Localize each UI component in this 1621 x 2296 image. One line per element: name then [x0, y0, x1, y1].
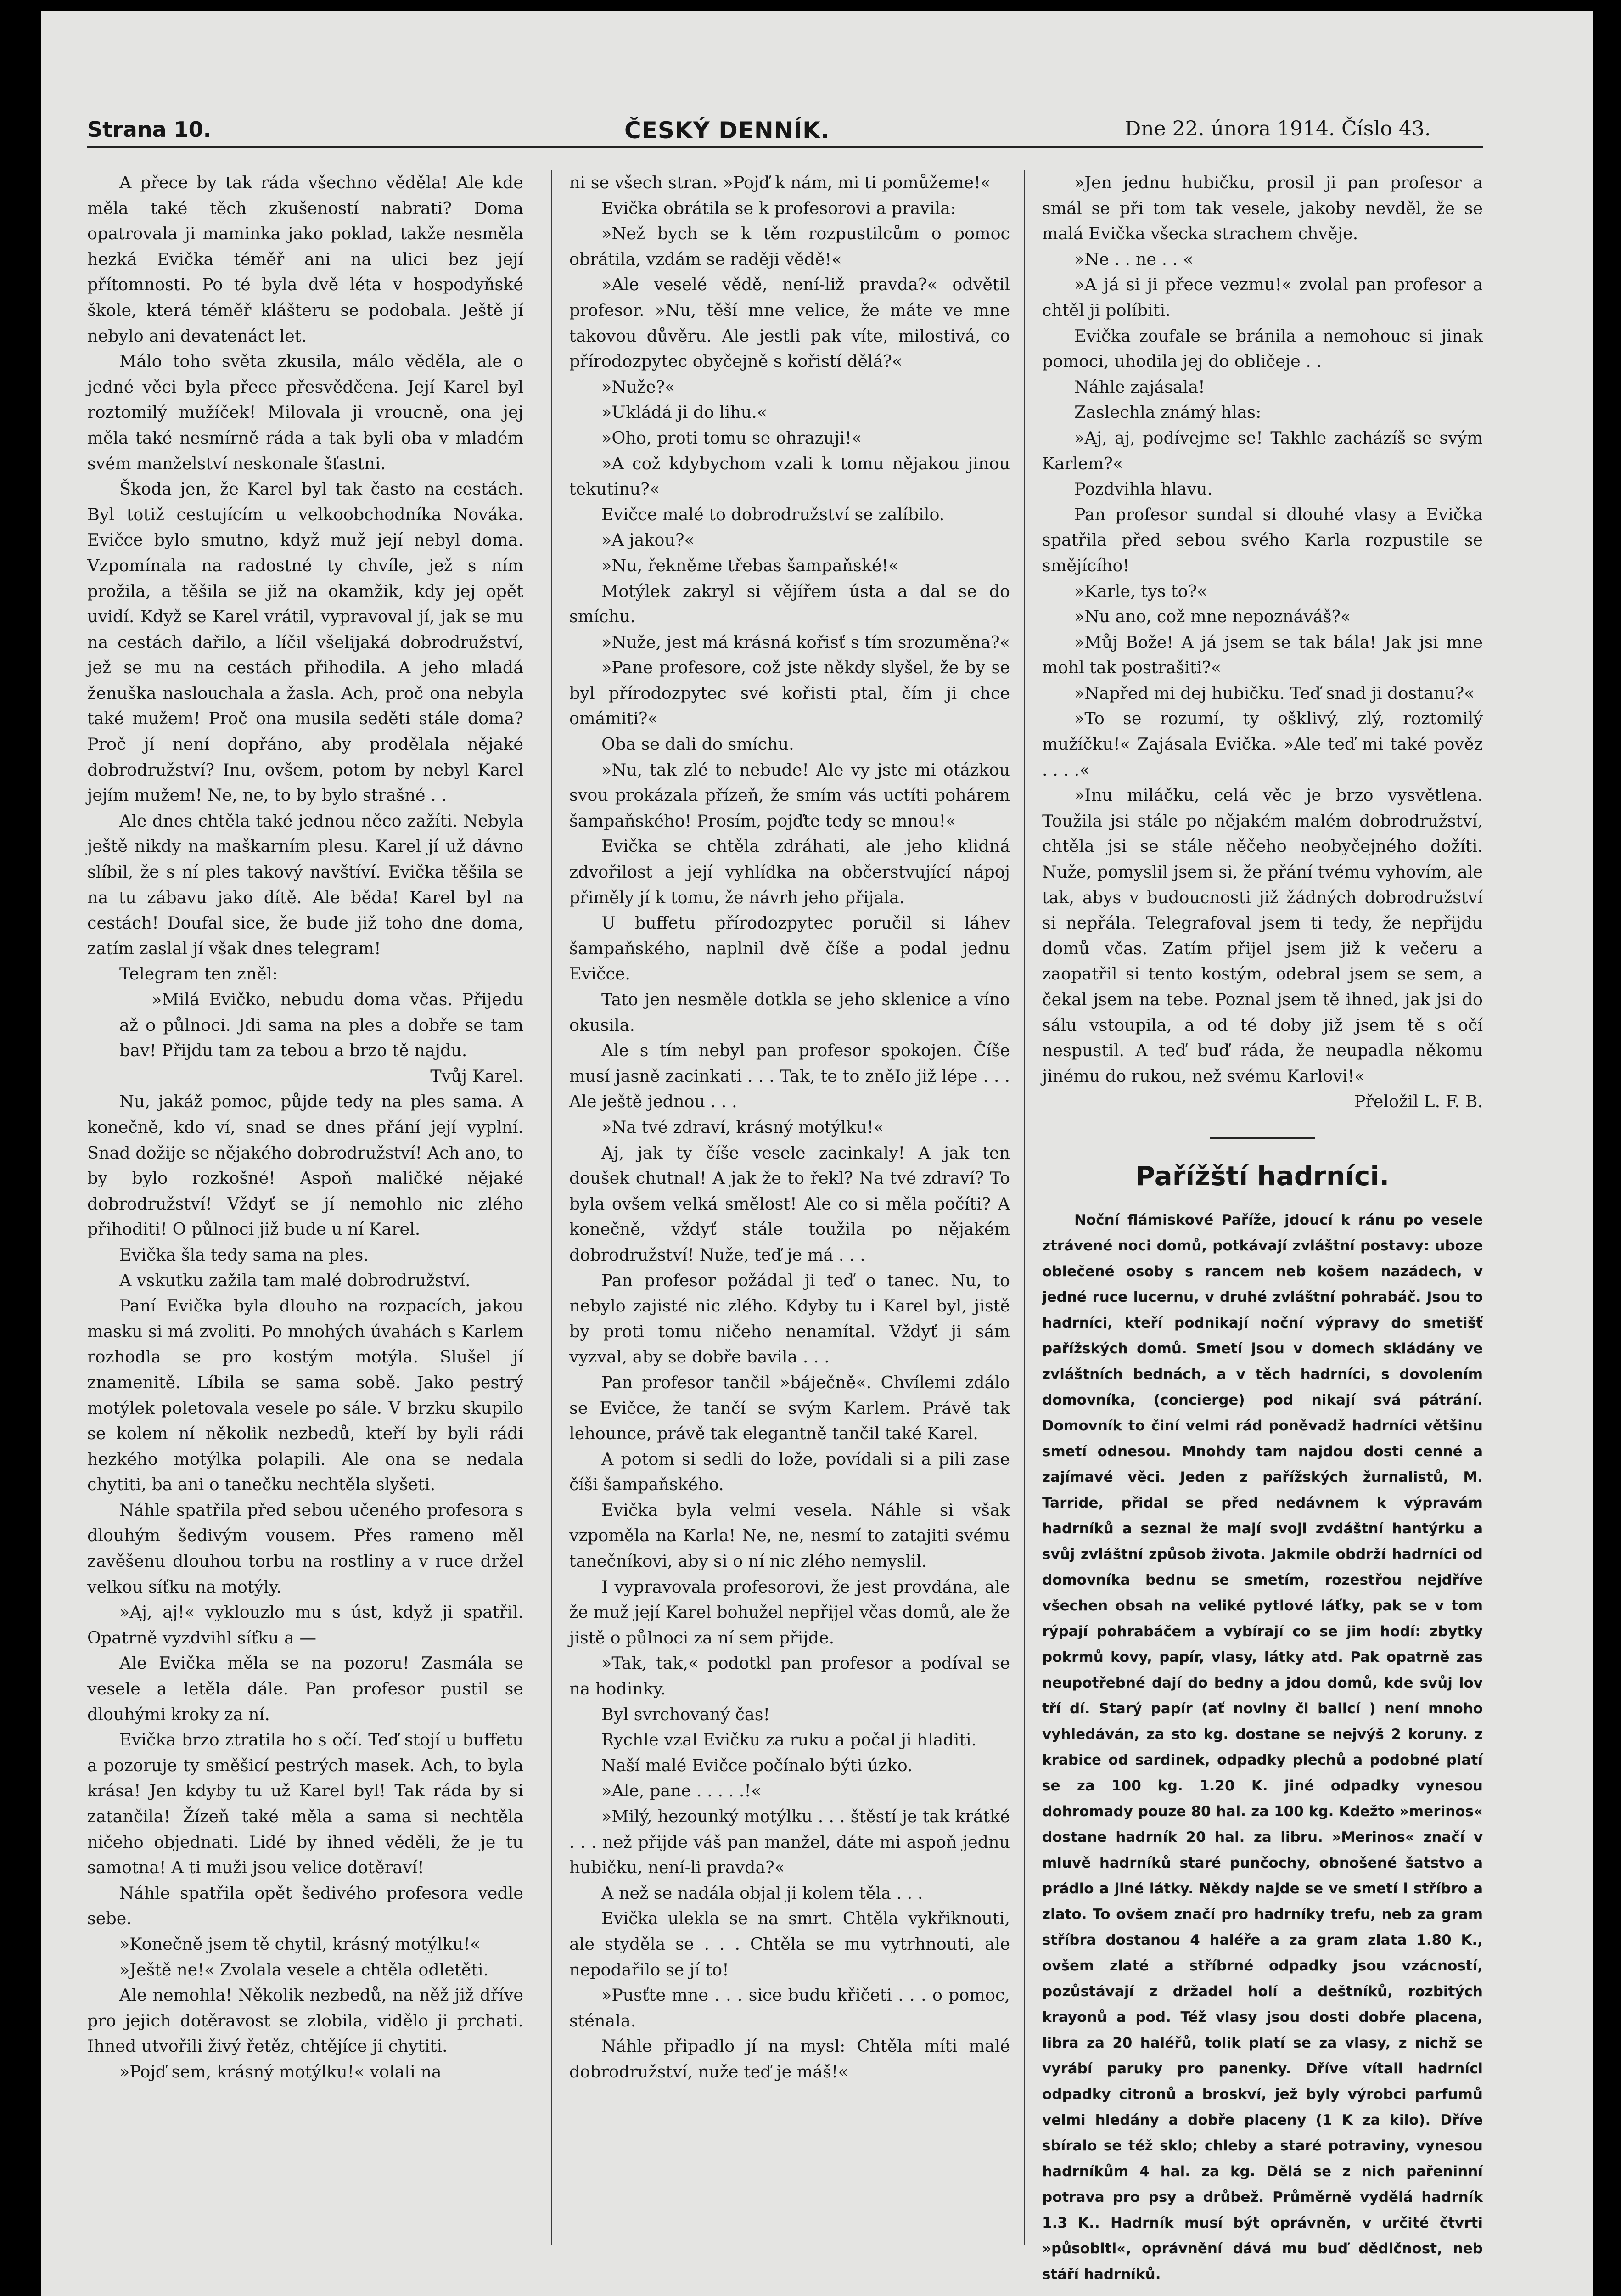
paragraph: Náhle zajásala! — [1074, 377, 1205, 397]
paragraph: A vskutku zažila tam malé dobrodružství. — [119, 1270, 471, 1290]
paragraph: »A já si ji přece vezmu!« zvolal pan profesor a chtěl ji políbiti. — [1042, 275, 1483, 320]
paragraph: Zaslechla známý hlas: — [1074, 402, 1262, 422]
paragraph: Ale Evička měla se na pozoru! Zasmála se vesele a letěla dále. Pan profesor pustil se dlouhými kroky za ní. — [87, 1653, 523, 1724]
paragraph: »Pusťte mne . . . sice budu křičeti . . . o pomoc, sténala. — [569, 1985, 1010, 2031]
paragraph: »Aj, aj!« vyklouzlo mu s úst, když ji spatřil. Opatrně vyzdvihl síťku a — — [87, 1602, 523, 1648]
paragraph: Evičce malé to dobrodružství se zalíbilo. — [601, 504, 945, 524]
paragraph: Naší malé Evičce počínalo býti úzko. — [601, 1755, 913, 1775]
paragraph: Oba se dali do smíchu. — [601, 734, 794, 754]
paragraph: »Nu ano, což mne nepoznáváš?« — [1074, 607, 1351, 627]
paragraph: Evička šla tedy sama na ples. — [119, 1244, 369, 1265]
paragraph: U buffetu přírodozpytec poručil si láhev šampaňského, naplnil dvě číše a podal jednu Evičce. — [569, 913, 1010, 984]
paragraph: »Nuže?« — [601, 377, 675, 397]
paragraph: »A což kdybychom vzali k tomu nějakou jinou tekutinu?« — [569, 453, 1010, 499]
paragraph: »Ale veselé vědě, není-liž pravda?« odvětil profesor. »Nu, těší mne velice, že máte ve mne takovou důvěru. Ale jestli pak víte, milostivá, co přírodozpytec obyčejně s kořistí dělá?« — [569, 275, 1010, 371]
translator-credit: Přeložil L. F. B. — [1354, 1092, 1483, 1112]
paragraph: Nu, jakáž pomoc, půjde tedy na ples sama. A konečně, kdo ví, snad se dnes přání její vyplní. Snad dožije se nějakého dobrodružství! Ach ano, to by bylo rozkošné! Aspoň maličké nějaké dobrodružství! Vždyť se jí nemohlo nic zlého přihoditi! O půlnoci již bude u ní Karel. — [87, 1092, 523, 1239]
paragraph: Evička ulekla se na smrt. Chtěla vykřiknouti, ale styděla se . . . Chtěla se mu vytrhnouti, ale nepodařilo se jí to! — [569, 1908, 1010, 1980]
paragraph: Evička brzo ztratila ho s očí. Teď stojí u buffetu a pozoruje ty směšicí pestrých masek. Ach, to byla krása! Jen kdyby tu už Karel byl! Tak ráda by si zatančila! Žízeň také měla a sama si nechtěla ničeho objednati. Lidé by ihned věděli, že je tu samotna! A ti muži jsou velice dotěraví! — [87, 1730, 523, 1878]
article-text: Noční flámiskové Paříže, jdoucí k ránu po vesele ztrávené noci domů, potkávají zvláštní postavy: uboze oblečené osoby s rancem neb košem nazádech, v jedné ruce lucernu, v druhé zvláštní pohrabáč. Jsou to hadrníci, kteří podnikají noční výpravy do smetišť pařížských domů. Smetí jsou v domech skládány ve zvláštních bednách, a v těch hadrníci, s dovolením domovníka, (concierge) pod nikají svá pátrání. Domovník to činí velmi rád poněvadž hadrníci většinu smetí odnesou. Mnohdy tam najdou dosti cenné a zajímavé věci. Jeden z pařížských žurnalistů, M. Tarride, přidal se před nedávnem k výpravám hadrníků a seznal že mají svoji zvdáštní hantýrku a svůj zvláštní způsob života. Jakmile obdrží hadrníci od domovníka bednu se smetím, rozestřou nejdříve všechen obsah na veliké pytlové láťky, pak se v tom rýpají pohrabáčem a vybírají co se jim hodí: zbytky pokrmů kovy, papír, vlasy, látky atd. Pak opatrně zas neupotřebné dají do bedny a jdou domů, kde svůj lov tří dí. Starý papír (ať noviny či balicí ) není mnoho vyhledáván, za sto kg. dostane se nejvýš 2 koruny. z krabice od sardinek, odpadky plechů a podobné platí se za 100 kg. 1.20 K. jiné odpadky vynesou dohromady pouze 80 hal. za 100 kg. Kdežto »merinos« dostane hadrník 20 hal. za libru. »Merinos« značí v mluvě hadrníků staré punčochy, obnošené šatstvo a prádlo a jiné látky. Někdy najde se ve smetí i stříbro a zlato. To ovšem značí pro hadrníky trefu, neb za gram stříbra dostanou 4 haléře a za gram zlata 1.80 K., ovšem zlaté a stříbrné odpadky jsou vzácností, pozůstávají z držadel holí a deštníků, rozbitých krayonů a pod. Též vlasy jsou dosti dobře placena, libra za 20 haléřů, tolik platí se za vlasy, z nichž se vyrábí paruky pro panenky. Dříve vítali hadrníci odpadky citronů a broskví, jež byly výrobci parfumů velmi hledány a dobře placeny (1 K za kilo). Dříve sbíralo se též sklo; chleby a staré potraviny, vynesou hadrníkům 4 hal. za kg. Dělá se z nich pařeninní potrava pro psy a drůbež. Průměrně vydělá hadrník 1.3 K.. Hadrník musí být oprávněn, v určité čtvrti »působiti«, oprávnění dává mu buď dědičnost, neb stáří hadrníků. — [1042, 1211, 1483, 2283]
paragraph: Pozdvihla hlavu. — [1074, 479, 1213, 499]
paragraph: »Pojď sem, krásný motýlku!« volali na — [119, 2061, 442, 2082]
paragraph: »A jakou?« — [601, 530, 695, 550]
paragraph: Pan profesor sundal si dlouhé vlasy a Evička spatřila před sebou svého Karla rozpustile se smějícího! — [1042, 504, 1483, 575]
telegram-text: »Milá Evičko, nebudu doma včas. Přijedu až o půlnoci. Jdi sama na ples a dobře se tam bav! Přijdu tam za tebou a brzo tě najdu. — [119, 990, 523, 1061]
paragraph: I vypravovala profesorovi, že jest provdána, ale že muž její Karel bohužel nepřijel včas domů, ale že jistě o půlnoci za ní sem přijde. — [569, 1576, 1010, 1648]
paragraph: A než se nadála objal ji kolem těla . . . — [601, 1883, 923, 1903]
paragraph: »Nu, tak zlé to nebude! Ale vy jste mi otázkou svou prokázala přízeň, že smím vás uctíti pohárem šampaňského! Prosím, pojďte tedy se mnou!« — [569, 760, 1010, 831]
paragraph: Málo toho světa zkusila, málo věděla, ale o jedné věci byla přece přesvědčena. Její Karel byl roztomilý mužíček! Milovala ji vroucně, ona jej měla také nesmírně ráda a tak byli oba v mladém svém manželství neskonale šťastni. — [87, 351, 523, 473]
paragraph: Pan profesor tančil »báječně«. Chvílemi zdálo se Evičce, že tančí se svým Karlem. Právě tak lehounce, právě tak elegantně tančil také Karel. — [569, 1372, 1010, 1444]
header-rule — [87, 146, 1483, 148]
story-column-3 — [1042, 170, 1483, 2283]
paragraph: Byl svrchovaný čas! — [601, 1704, 770, 1724]
paragraph: Náhle spatřila opět šedivého profesora vedle sebe. — [87, 1883, 523, 1929]
paragraph: »Ale, pane . . . . .!« — [601, 1781, 762, 1801]
article-separator — [1210, 1137, 1315, 1139]
paragraph: ni se všech stran. »Pojď k nám, mi ti pomůžeme!« — [569, 173, 991, 192]
paragraph: Evička obrátila se k profesorovi a pravila: — [601, 198, 956, 218]
column-divider — [551, 170, 552, 2245]
paragraph: »Můj Bože! A já jsem se tak bála! Jak jsi mne mohl tak postrašiti?« — [1042, 632, 1483, 678]
paragraph: Paní Evička byla dlouho na rozpacích, jakou masku si má zvoliti. Po mnohých úvahách s Karlem rozhodla se pro kostým motýla. Slušel jí znamenitě. Líbila se sama sobě. Jako pestrý motýlek poletovala vesele po sále. V brzku skupilo se kolem ní několik nezbedů, kteří by byli rádi hezkého motýlka polapili. Ale ona se nedala chytiti, ba ani o tanečku nechtěla slyšeti. — [87, 1296, 523, 1495]
paragraph: »Jen jednu hubičku, prosil ji pan profesor a smál se při tom tak vesele, jakoby nevděl, že se malá Evička všecka strachem chvěje. — [1042, 173, 1483, 244]
paragraph: »Oho, proti tomu se ohrazuji!« — [601, 428, 862, 448]
paragraph: Telegram ten zněl: — [119, 964, 278, 984]
article-title: Pařížští hadrníci. — [1135, 1160, 1390, 1192]
page-header — [87, 117, 1478, 149]
newspaper-title: ČESKÝ DENNÍK. — [624, 117, 830, 144]
paragraph: Náhle spatřila před sebou učeného profesora s dlouhým šedivým vousem. Přes rameno měl zavěšenu dlouhou torbu na rostliny a v ruce držel velkou síťku na motýly. — [87, 1500, 523, 1597]
paragraph: »Inu miláčku, celá věc je brzo vysvětlena. Toužila jsi stále po nějakém malém dobrodružství, chtěla jsi se stále něčeho neobyčejného dožíti. Nuže, pomyslil jsem si, že přání tvému vyhovím, ale tak, abys v budoucnosti již žádných dobrodružství si nepřála. Telegrafoval jsem ti tedy, že nepřijdu domů včas. Zatím přijel jsem již k večeru a zaopatřil si tento kostým, odebral jsem se sem, a čekal jsem na tebe. Poznal jsem tě ihned, jak jsi do sálu vstoupila, a od té doby již jsem tě s očí nespustil. A teď buď ráda, že neupadla někomu jinému do rukou, než svému Karlovi!« — [1042, 785, 1483, 1086]
paragraph: »Pane profesore, což jste někdy slyšel, že by se byl přírodozpytec své kořisti ptal, čím ji chce omámiti?« — [569, 658, 1010, 729]
paragraph: Ale nemohla! Několik nezbedů, na něž již dříve pro jejich dotěravost se zlobila, vidělo ji prchati. Ihned utvořili živý řetěz, chtějíce ji chytiti. — [87, 1985, 523, 2056]
paragraph: Aj, jak ty číše vesele zacinkaly! A jak ten doušek chutnal! A jak že to řekl? Na tvé zdraví? To byla ovšem velká smělost! Ale co si měla počíti? A konečně, vždyť stále toužila po nějakém dobrodružství! Nuže, teď je má . . . — [569, 1142, 1010, 1265]
story-column-1 — [87, 170, 523, 2273]
paragraph: A přece by tak ráda všechno věděla! Ale kde měla také těch zkušeností nabrati? Doma opatrovala ji maminka jako poklad, takže nesměla hezká Evička téměř ani na ulici bez její přítomnosti. Po té byla dvě léta v hospodyňské škole, která téměř klášteru se podobala. Ještě jí nebylo ani devatenáct let. — [87, 173, 523, 346]
paragraph: Evička byla velmi vesela. Náhle si však vzpoměla na Karla! Ne, ne, nesmí to zatajiti svému tanečníkovi, aby si o ní nic zlého nemyslil. — [569, 1500, 1010, 1571]
article-body — [1042, 1207, 1483, 2287]
paragraph: Evička zoufale se bránila a nemohouc si jinak pomoci, uhodila jej do obličeje . . — [1042, 326, 1483, 371]
paragraph: Náhle připadlo jí na mysl: Chtěla míti malé dobrodružství, nuže teď je máš!« — [569, 2036, 1010, 2082]
paragraph: »To se rozumí, ty ošklivý, zlý, roztomilý mužíčku!« Zajásala Evička. »Ale teď mi také pověz . . . .« — [1042, 709, 1483, 780]
paragraph: »Ukládá ji do lihu.« — [601, 402, 768, 422]
page-number: Strana 10. — [87, 117, 212, 142]
paragraph: Ale dnes chtěla také jednou něco zažíti. Nebyla ještě nikdy na maškarním plesu. Karel jí už dávno slíbil, že s ní ples takový navštíví. Evička těšila se na tu zábavu jako dítě. Ale běda! Karel byl na cestách! Doufal sice, že bude již toho dne doma, zatím zaslal jí však dnes telegram! — [87, 810, 523, 958]
paragraph: »Napřed mi dej hubičku. Teď snad ji dostanu?« — [1074, 683, 1475, 703]
paragraph: Rychle vzal Evičku za ruku a počal ji hladiti. — [601, 1730, 977, 1750]
paragraph: Škoda jen, že Karel byl tak často na cestách. Byl totiž cestujícím u velkoobchodníka Nováka. Evičce bylo smutno, když muž její nebyl doma. Vzpomínala na radostné ty chvíle, jež s ním prožila, a těšila se již na okamžik, kdy jej opět uvidí. Když se Karel vrátil, vypravoval jí, jak se mu na cestách dařilo, a líčil všelijaká dobrodružství, jež se mu na cestách přihodila. A jeho mladá ženuška naslouchala a žasla. Ach, proč ona nebyla také mužem! Proč ona musila seděti stále doma? Proč jí není dopřáno, aby prodělala nějaké dobrodružství? Inu, ovšem, potom by nebyl Karel jejím mužem! Ne, ne, to by bylo strašné . . — [87, 479, 523, 805]
paragraph: »Aj, aj, podívejme se! Takhle zacházíš se svým Karlem?« — [1042, 428, 1483, 473]
paragraph: Pan profesor požádal ji teď o tanec. Nu, to nebylo zajisté nic zlého. Kdyby tu i Karel byl, jistě by proti tomu ničeho nenamítal. Vždyť ji sám vyzval, aby se dobře bavila . . . — [569, 1270, 1010, 1367]
paragraph: »Tak, tak,« podotkl pan profesor a podíval se na hodinky. — [569, 1653, 1010, 1699]
paragraph: Tato jen nesměle dotkla se jeho sklenice a víno okusila. — [569, 990, 1010, 1035]
column-divider — [1024, 170, 1025, 2245]
paragraph: »Karle, tys to?« — [1074, 581, 1207, 601]
paragraph: »Než bych se k těm rozpustilcům o pomoc obrátila, vzdám se raději vědě!« — [569, 224, 1010, 269]
issue-date: Dne 22. února 1914. Číslo 43. — [1125, 117, 1431, 141]
paragraph: »Ne . . ne . . « — [1074, 249, 1194, 269]
story-column-2 — [569, 170, 1010, 2273]
telegram-signature: Tvůj Karel. — [430, 1066, 523, 1086]
paragraph: Ale s tím nebyl pan profesor spokojen. Číše musí jasně zacinkati . . . Tak, te to zněIo již lépe . . . Ale ještě jednou . . . — [569, 1041, 1010, 1112]
paragraph: »Nuže, jest má krásná kořisť s tím srozuměna?« — [601, 632, 1010, 652]
paragraph: »Ještě ne!« Zvolala vesele a chtěla odletěti. — [119, 1959, 489, 1980]
paragraph: Motýlek zakryl si vějířem ústa a dal se do smíchu. — [569, 581, 1010, 627]
paragraph: »Milý, hezounký motýlku . . . štěstí je tak krátké . . . než přijde váš pan manžel, dáte mi aspoň jednu hubičku, není-li pravda?« — [569, 1806, 1010, 1878]
paragraph: »Na tvé zdraví, krásný motýlku!« — [601, 1117, 884, 1137]
paragraph: »Konečně jsem tě chytil, krásný motýlku!« — [119, 1934, 481, 1954]
paragraph: Evička se chtěla zdráhati, ale jeho klidná zdvořilost a její vyhlídka na občerstvující nápoj přiměly jí k tomu, že návrh jeho přijala. — [569, 836, 1010, 907]
paragraph: A potom si sedli do lože, povídali si a pili zase číši šampaňského. — [569, 1449, 1010, 1495]
paragraph: »Nu, řekněme třebas šampaňské!« — [601, 555, 899, 575]
